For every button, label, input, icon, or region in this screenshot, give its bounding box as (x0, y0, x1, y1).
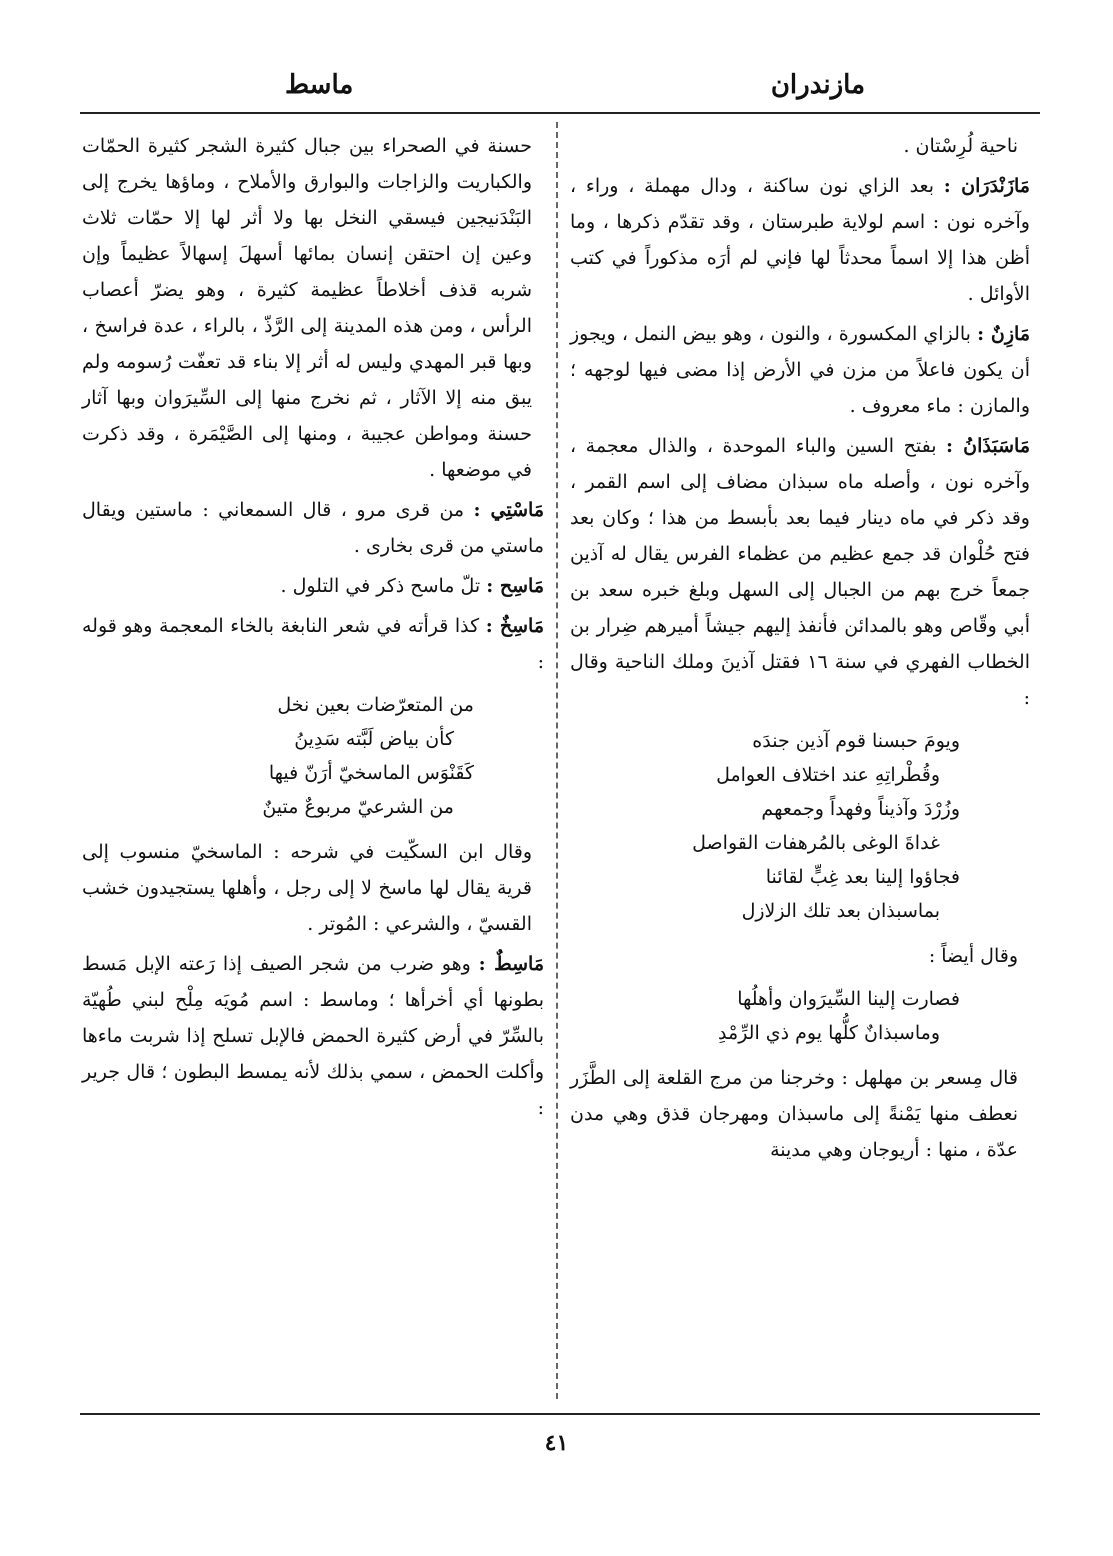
header-rule (80, 112, 1040, 114)
text-paragraph: ناحية لُرِسْتان . (903, 135, 1018, 157)
entry-headword: مَاسِطٌ : (478, 953, 544, 975)
dictionary-entry (570, 428, 1030, 716)
verse-line: غداةَ الوغى بالمُرهفات القواصل (692, 832, 940, 854)
entry-text: من قرى مرو ، قال السمعاني : ماستين ويقال ماستي من قرى بخارى . (82, 499, 544, 557)
entry-headword: مَاسِح : (486, 575, 544, 597)
left-column (82, 128, 544, 1130)
page-header (80, 62, 1040, 112)
verse-line: فصارت إلينا السِّيرَوان وأهلُها (737, 988, 960, 1010)
entry-text: بالزاي المكسورة ، والنون ، وهو بيض النمل ، ويجوز أن يكون فاعلاً من مزن في الأرض إذا مضى فيها لوجهه ؛ والمازن : ماء معروف . (570, 323, 1030, 417)
running-head-right: مازندران (770, 70, 865, 100)
verse-line: كأن بياض لَبَّته سَدِينُ (294, 728, 454, 750)
page-number: ٤١ (544, 1430, 569, 1456)
verse-block (570, 982, 1030, 1050)
right-column (570, 128, 1030, 1172)
verse-line: من الشرعيّ مربوعٌ متينٌ (262, 796, 454, 818)
entry-headword: مَاسَبَذَانُ : (946, 435, 1031, 457)
verse-line: وماسبذانٌ كلُّها يوم ذي الرِّمْدِ (718, 1022, 940, 1044)
text-paragraph: وقال أيضاً : (928, 945, 1018, 967)
entry-text: وهو ضرب من شجر الصيف إذا رَعته الإبل مَسط بطونها أي أخرأها ؛ وماسط : اسم مُويَه مِلْح لبني طُهيّة بالسِّرّ في أرض كثيرة الحمض فالإبل تسلح إذا شربت ماءها وأكلت الحمض ، سمي بذلك لأنه يمسط البطون ؛ قال جرير : (82, 953, 544, 1119)
verse-line: من المتعرّضات بعين نخل (277, 694, 474, 716)
entry-headword: مَاسِخٌ : (485, 615, 544, 637)
dictionary-entry (82, 492, 544, 564)
text-paragraph: حسنة في الصحراء بين جبال كثيرة الشجر كثيرة الحمّات والكباريت والزاجات والبوارق والأملاح ، وماؤها يخرج إلى البَنْدَنيجين فيسقي النخل بها ولا أثر لها إلا حمّات ثلاث وعين إن احتقن إنسان بمائها أسهلَ إسهالاً عظيماً وإن شربه قذف أخلاطاً عظيمة كثيرة ، وهو يضرّ أعصاب الرأس ، ومن هذه المدينة إلى الرَّذّ ، بالراء ، عدة فراسخ ، وبها قبر المهدي وليس له أثر إلا بناء قد تعفّت رُسومه ولم يبق منه إلا الآثار ، ثم نخرج منها إلى السِّيرَوان وبها آثار حسنة ومواطن عجيبة ، ومنها إلى الصَّيْمَرة ، وقد ذكرت في موضعها . (82, 135, 532, 481)
entry-headword: مَازَنْدَرَان : (943, 175, 1030, 197)
dictionary-entry (82, 946, 544, 1126)
dictionary-entry (570, 316, 1030, 424)
dictionary-entry (82, 568, 544, 604)
entry-text: كذا قرأته في شعر النابغة بالخاء المعجمة وهو قوله : (82, 615, 544, 673)
column-divider (556, 122, 558, 1399)
entry-headword: مَاسْتِي : (473, 499, 545, 521)
text-paragraph: وقال ابن السكّيت في شرحه : الماسخيّ منسوب إلى قرية يقال لها ماسخ لا إلى رجل ، وأهلها يستجيدون خشب القسيّ ، والشرعي : المُوتر . (82, 841, 532, 935)
verse-line: كَقَنْوَس الماسخيّ أرَنّ فيها (268, 762, 474, 784)
verse-line: وزُرْدَ وآذيناً وفهداً وجمعهم (761, 798, 960, 820)
entry-text: بعد الزاي نون ساكنة ، ودال مهملة ، وراء ، وآخره نون : اسم لولاية طبرستان ، وقد تقدّم ذكرها ، وما أظن هذا إلا اسماً محدثاً لها فإني لم أرَه مذكوراً في كتب الأوائل . (570, 175, 1030, 305)
verse-line: ويومَ حبسنا قوم آذين جندَه (752, 730, 960, 752)
dictionary-entry (570, 168, 1030, 312)
entry-text: بفتح السين والباء الموحدة ، والذال معجمة ، وآخره نون ، وأصله ماه سبذان مضاف إلى اسم القمر ، وقد ذكر في ماه دينار فيما بعد بأبسط من هذا ؛ وكان بعد فتح حُلْوان قد جمع عظيم من عظماء الفرس يقال له آذين جمعاً خرج بهم من الجبال إلى السهل وبلغ خبره سعد بن أبي وقّاص وهو بالمدائن فأنفذ إليهم جيشاً أميرهم ضِرار بن الخطاب الفهري في سنة ١٦ فقتل آذينَ وملك الناحية وقال : (570, 435, 1030, 709)
dictionary-entry (82, 608, 544, 680)
verse-line: بماسبذان بعد تلك الزلازل (741, 900, 940, 922)
verse-line: فجاؤوا إلينا بعد غِبٍّ لقائنا (765, 866, 960, 888)
verse-block (82, 688, 544, 824)
text-paragraph: قال مِسعر بن مهلهل : وخرجنا من مرج القلعة إلى الطَّزَر نعطف منها يَمْنةً إلى ماسبذان ومهرجان قذق وهي مدن عدّة ، منها : أريوجان وهي مدينة (570, 1067, 1018, 1161)
verse-line: وقُطْراتِهِ عند اختلاف العوامل (716, 764, 940, 786)
footer-rule (80, 1413, 1040, 1415)
entry-text: تلّ ماسح ذكر في التلول . (280, 575, 487, 597)
running-head-left: ماسط (285, 70, 354, 100)
verse-block (570, 724, 1030, 928)
entry-headword: مَازِنٌ : (977, 323, 1030, 345)
